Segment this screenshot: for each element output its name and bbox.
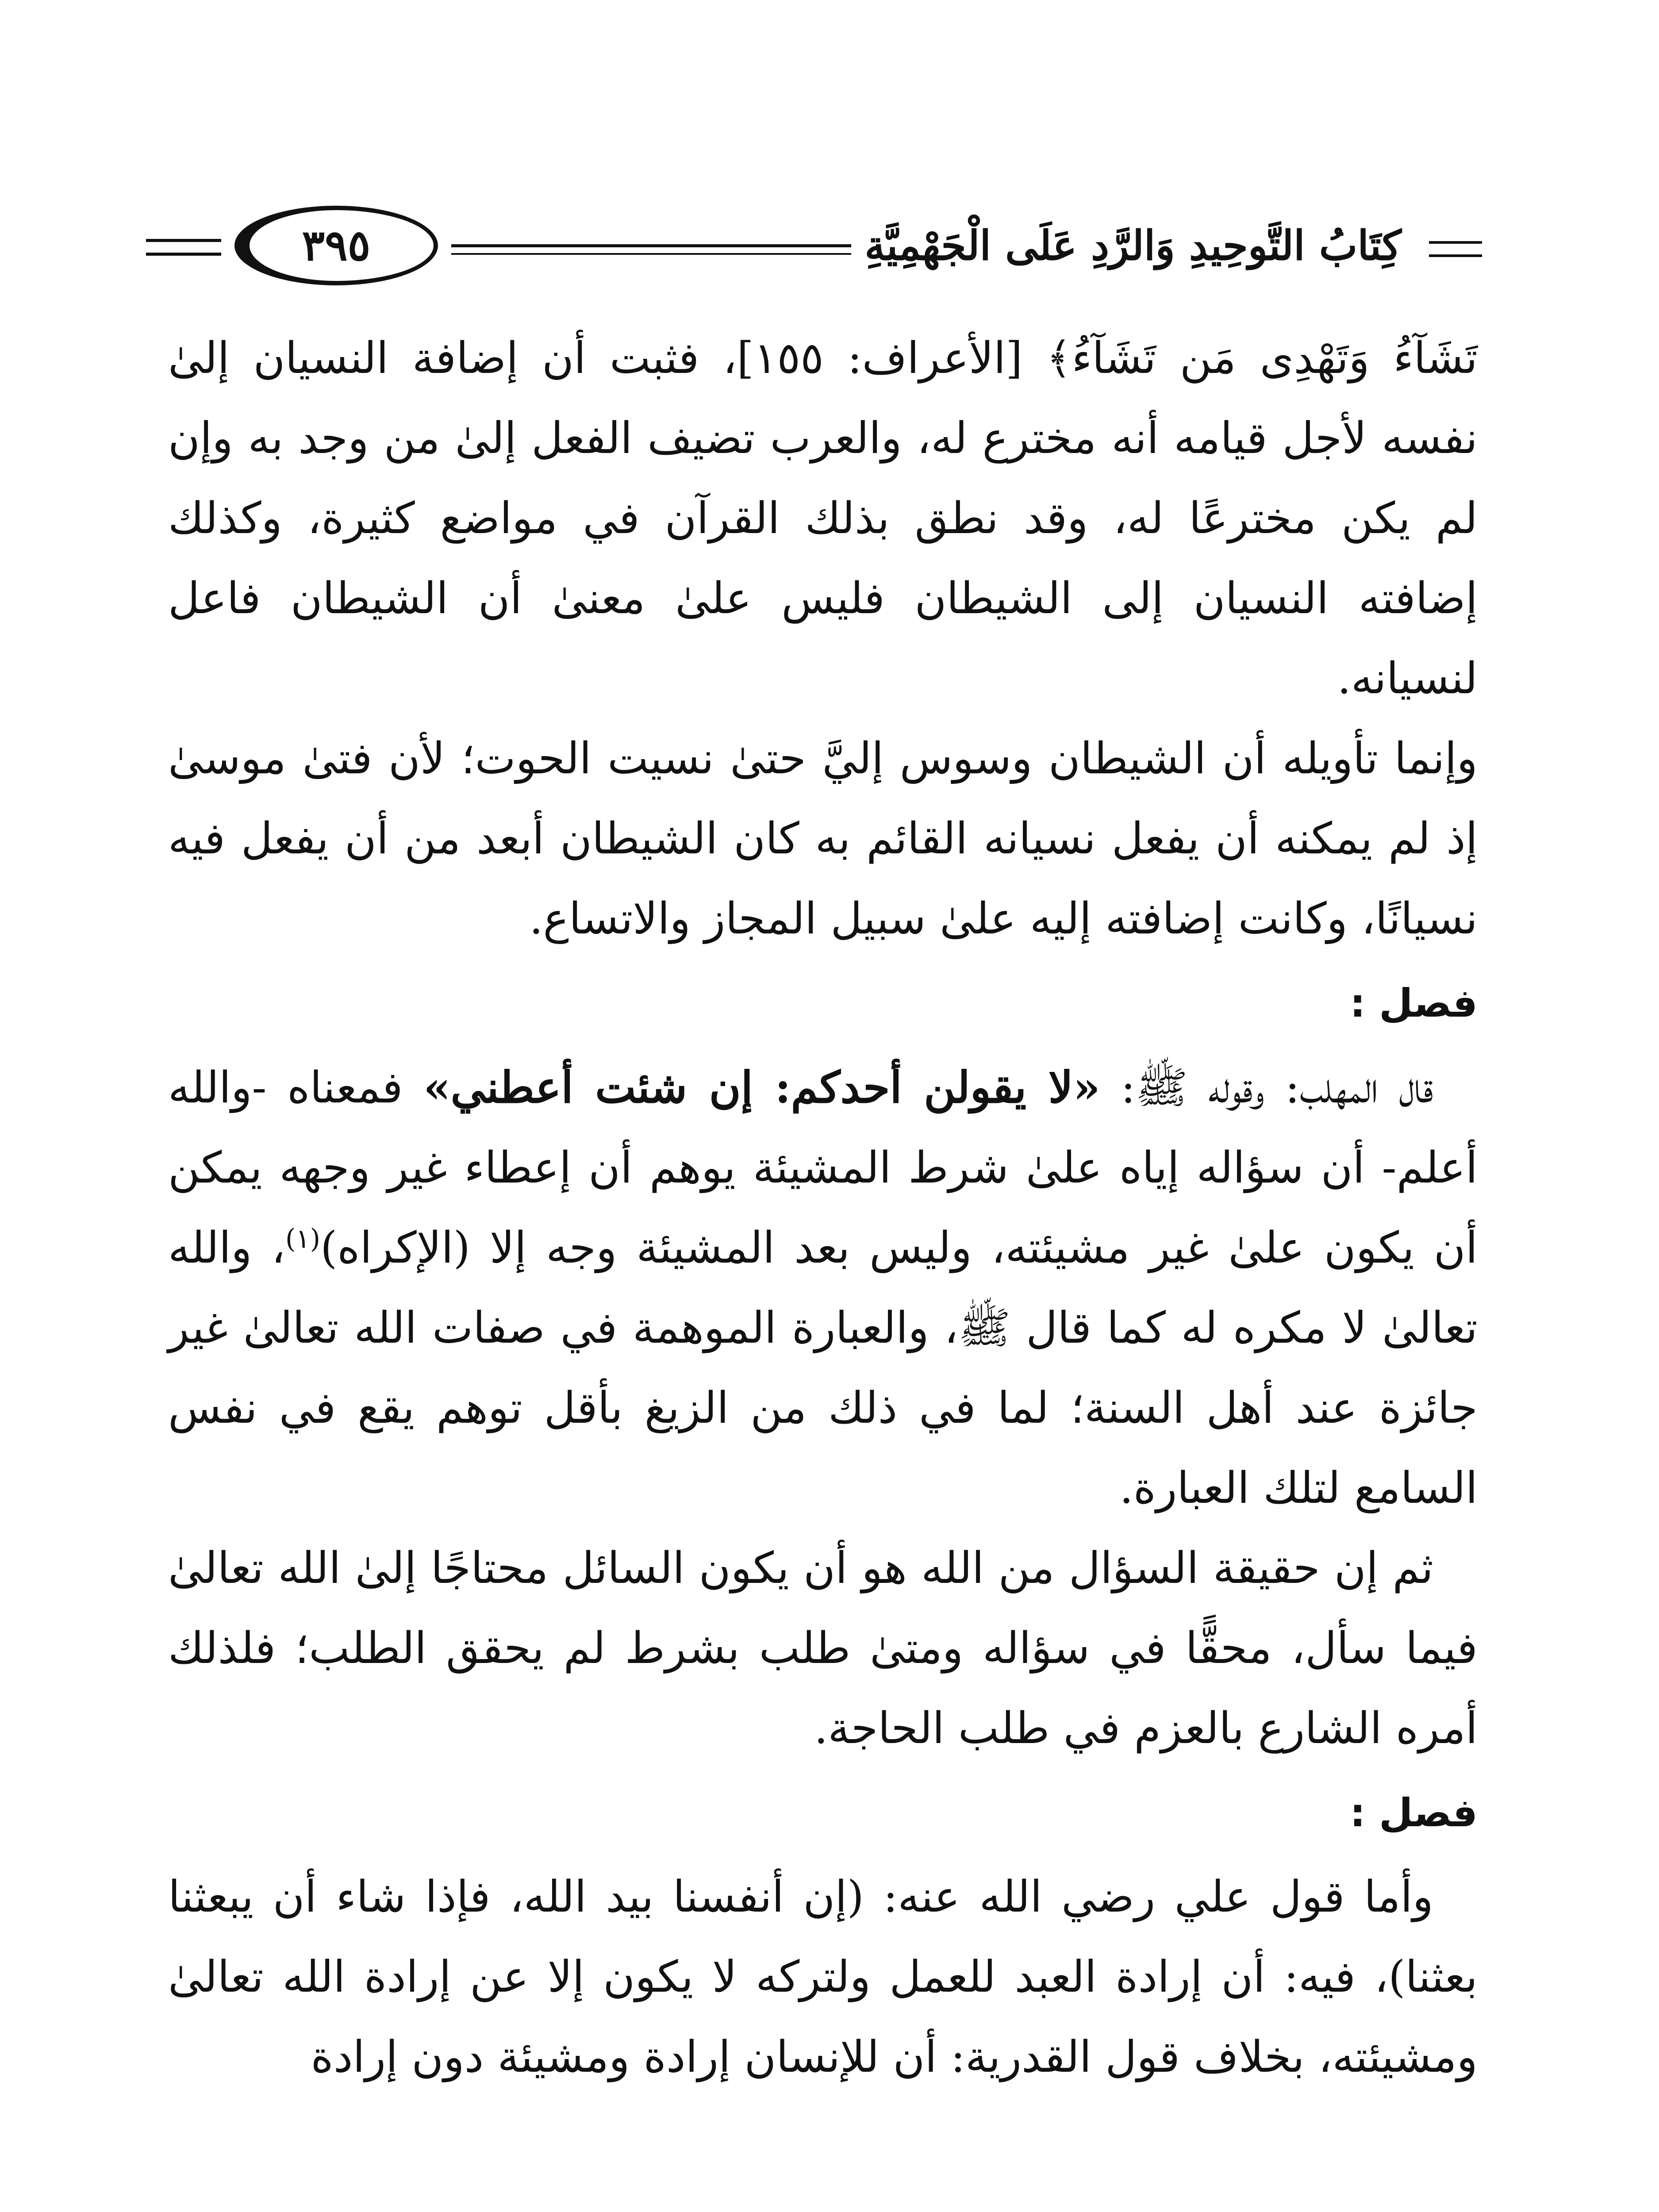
paragraph-3 bbox=[168, 1048, 1478, 1528]
paragraph-3-intro: قال المهلب: وقوله ﷺ: bbox=[1100, 1063, 1433, 1113]
paragraph-4: ثم إن حقيقة السؤال من الله هو أن يكون السائل محتاجًا إلىٰ الله تعالىٰ فيما سأل، محقًّا في سؤاله ومتىٰ طلب بشرط لم يحقق الطلب؛ فلذلك أمره الشارع بالعزم في طلب الحاجة. bbox=[168, 1543, 1478, 1754]
main-text bbox=[168, 319, 1478, 2097]
page-number-badge bbox=[221, 195, 451, 296]
page-number: ٣٩٥ bbox=[302, 220, 371, 270]
paragraph-5: وأما قول علي رضي الله عنه: (إن أنفسنا بيد الله، فإذا شاء أن يبعثنا بعثنا)، فيه: أن إرادة العبد للعمل ولتركه لا يكون إلا عن إرادة الله تعالىٰ ومشيئته، بخلاف قول القدرية: أن للإنسان إرادة ومشيئة دون إرادة bbox=[168, 1872, 1478, 2082]
section-heading-1: فصل : bbox=[1350, 980, 1478, 1026]
section-heading-2: فصل : bbox=[1350, 1790, 1478, 1836]
paragraph-3-text: فمعناه -والله أعلم- أن سؤاله إياه علىٰ شرط المشيئة يوهم أن إعطاء غير وجهه يمكن أن يكون علىٰ غير مشيئته، وليس بعد المشيئة وجه إلا (الإكراه) bbox=[168, 1063, 1478, 1273]
running-title bbox=[851, 208, 1495, 283]
book-title: كِتَابُ التَّوحِيدِ وَالرَّدِ عَلَى الْجَهْمِيَّةِ bbox=[864, 222, 1402, 269]
footnote-marker: (١) bbox=[285, 1223, 321, 1255]
page-header bbox=[146, 195, 1495, 296]
header-ornament-bars bbox=[146, 239, 226, 256]
paragraph-2: وإنما تأويله أن الشيطان وسوس إليَّ حتىٰ نسيت الحوت؛ لأن فتىٰ موسىٰ إذ لم يمكنه أن يفعل نسيانه القائم به كان الشيطان أبعد من أن يفعل فيه نسيانًا، وكانت إضافته إليه علىٰ سبيل المجاز والاتساع. bbox=[168, 733, 1478, 944]
title-ornament-bars bbox=[1429, 241, 1482, 257]
hadith-quote: «لا يقولن أحدكم: إن شئت أعطني» bbox=[423, 1062, 1100, 1113]
paragraph-3-rest: ، والله تعالىٰ لا مكره له كما قال ﷺ، والعبارة الموهمة في صفات الله تعالىٰ غير جائزة عند أهل السنة؛ لما في ذلك من الزيغ بأقل توهم يقع في نفس السامع لتلك العبارة. bbox=[168, 1223, 1478, 1513]
paragraph-1: تَشَآءُ وَتَهْدِى مَن تَشَآءُ﴾ [الأعراف: ١٥٥]، فثبت أن إضافة النسيان إلىٰ نفسه لأجل قيامه أنه مخترع له، والعرب تضيف الفعل إلىٰ من وجد به وإن لم يكن مخترعًا له، وقد نطق بذلك القرآن في مواضع كثيرة، وكذلك إضافته النسيان إلى الشيطان فليس علىٰ معنىٰ أن الشيطان فاعل لنسيانه. bbox=[168, 333, 1478, 704]
